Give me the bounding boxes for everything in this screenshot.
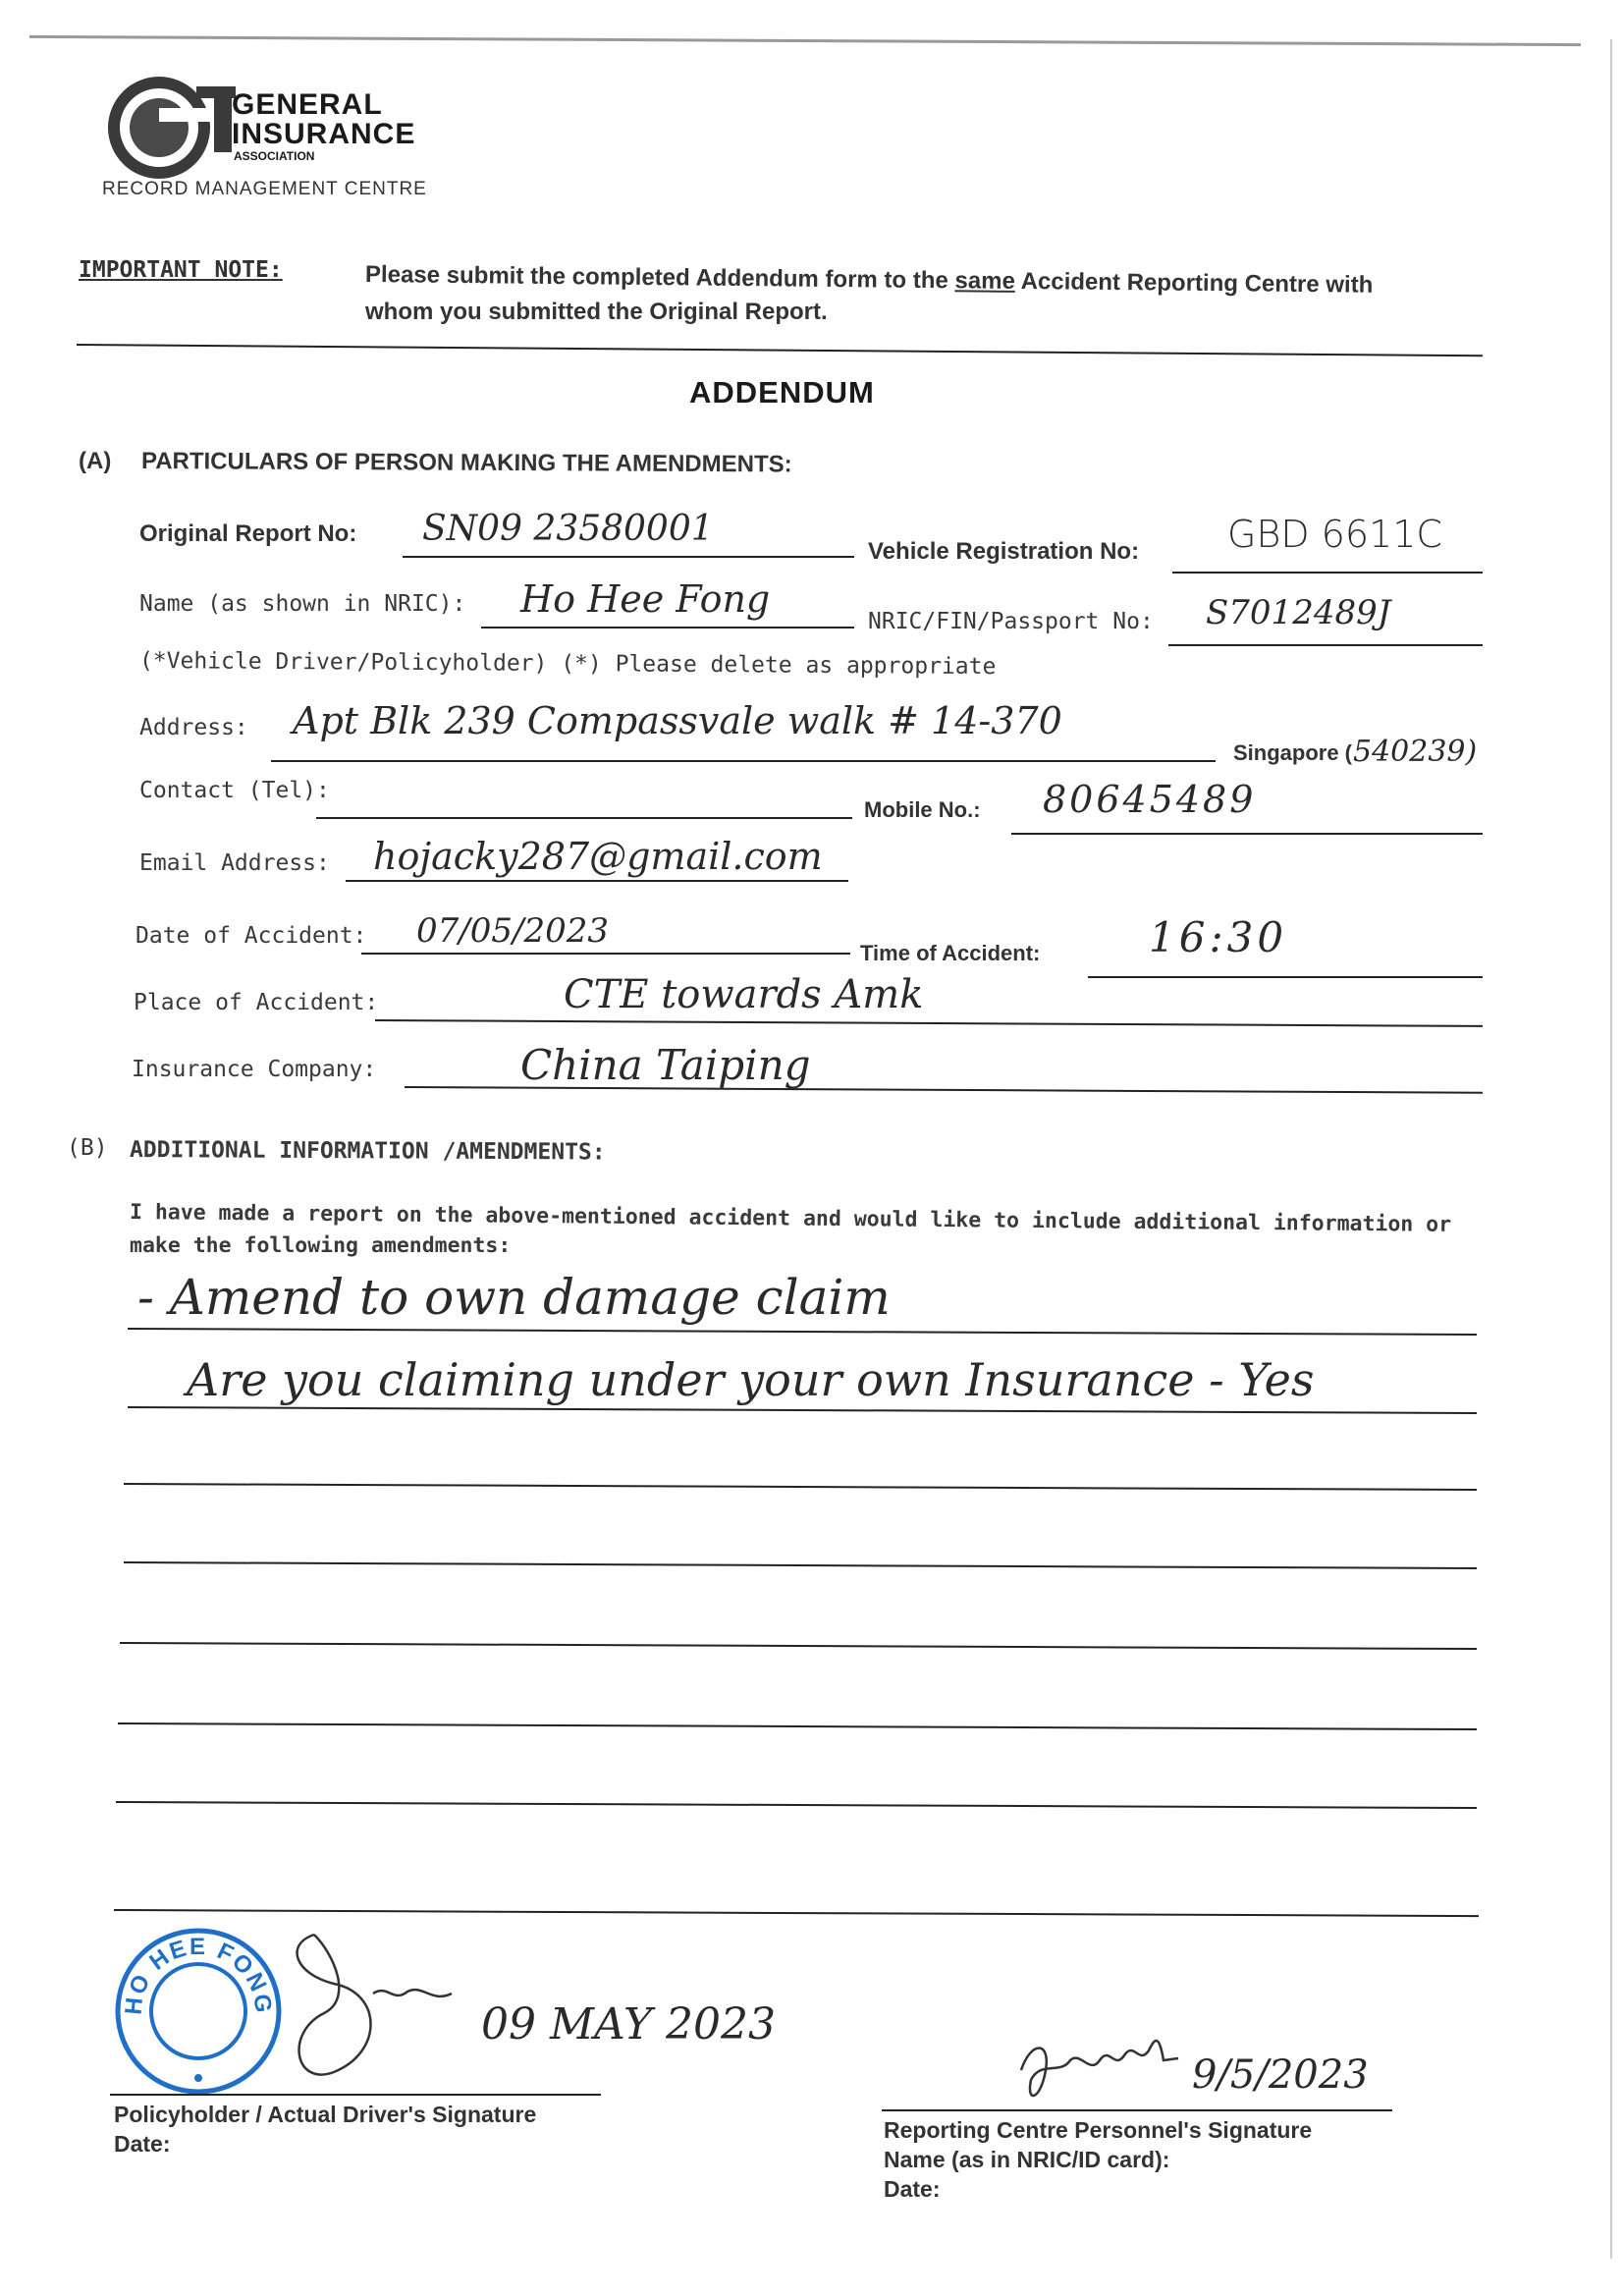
original-report-label: Original Report No: [139, 520, 357, 547]
stamp-seal [112, 1925, 285, 2098]
form-title: ADDENDUM [689, 375, 875, 410]
section-a-heading: PARTICULARS OF PERSON MAKING THE AMENDMENTS: [140, 448, 792, 478]
section-a-marker: (A) [79, 448, 112, 474]
vehicle-reg-line [1172, 572, 1483, 574]
mobile-value: 80645489 [1043, 778, 1257, 821]
time-value: 16:30 [1149, 913, 1288, 961]
section-b-intro-line2: make the following amendments: [130, 1233, 512, 1258]
scan-top-edge [29, 35, 1581, 46]
rc-sig-line [882, 2109, 1392, 2111]
name-line [481, 627, 854, 629]
rc-date-label: Date: [884, 2176, 941, 2202]
contact-line [316, 817, 852, 819]
postal-value: 540239) [1353, 735, 1478, 769]
vehicle-reg-label: Vehicle Registration No: [868, 538, 1140, 565]
rc-signature-scribble [1001, 2021, 1198, 2109]
time-line [1088, 976, 1483, 978]
logo-general: GENERAL [232, 88, 383, 121]
name-value: Ho Hee Fong [520, 577, 771, 621]
place-label: Place of Accident: [134, 990, 379, 1015]
policyholder-date-label: Date: [114, 2131, 171, 2157]
amendment-entry-1: - Amend to own damage claim [137, 1269, 891, 1326]
original-report-value: SN09 23580001 [422, 509, 714, 549]
mobile-label: Mobile No.: [864, 797, 981, 822]
policyholder-signature-scribble [275, 1915, 471, 2092]
amendment-line-6 [118, 1722, 1477, 1730]
vehicle-reg-value: GBD 6611C [1227, 513, 1442, 556]
logo-insurance: INSURANCE [232, 118, 416, 150]
address-line [271, 760, 1216, 762]
place-value: CTE towards Amk [564, 972, 924, 1017]
gia-logo-emblem [98, 69, 245, 187]
logo-association: ASSOCIATION [234, 149, 315, 163]
rc-name-label: Name (as in NRIC/ID card): [884, 2147, 1170, 2172]
important-note-label: IMPORTANT NOTE: [79, 257, 283, 283]
address-label: Address: [139, 715, 248, 740]
scan-right-edge [1610, 39, 1612, 2259]
important-note-line1 [365, 261, 1374, 300]
address-value: Apt Blk 239 Compassvale walk # 14-370 [293, 699, 1062, 742]
time-label: Time of Accident: [860, 941, 1041, 965]
insurer-value: China Taiping [520, 1041, 811, 1089]
nric-line [1168, 644, 1483, 646]
date-value: 07/05/2023 [416, 911, 609, 951]
rc-handwritten-date: 9/5/2023 [1192, 2052, 1369, 2098]
email-line [346, 880, 848, 882]
note-text-before: Please submit the completed Addendum form to the [364, 261, 955, 295]
logo-centre: RECORD MANAGEMENT CENTRE [102, 179, 427, 199]
delete-note: (*Vehicle Driver/Policyholder) (*) Please delete as appropriate [138, 648, 997, 681]
amendment-line-4 [124, 1561, 1477, 1569]
mobile-line [1011, 833, 1483, 835]
rc-signature [1001, 2021, 1198, 2109]
note-text-after: Accident Reporting Centre with [1014, 267, 1374, 299]
singapore-label: Singapore ( [1233, 740, 1353, 765]
rc-sig-label: Reporting Centre Personnel's Signature [884, 2117, 1313, 2143]
section-b-intro-line1: I have made a report on the above-mentioned accident and would like to include additional information or [129, 1200, 1452, 1237]
section-b-heading: ADDITIONAL INFORMATION /AMENDMENTS: [129, 1137, 606, 1166]
contact-label: Contact (Tel): [139, 778, 330, 803]
name-stamp [112, 1925, 285, 2098]
place-line [375, 1019, 1483, 1027]
important-note-line2: whom you submitted the Original Report. [365, 299, 828, 325]
amendment-entry-2: Are you claiming under your own Insurance - Yes [187, 1353, 1315, 1406]
amendment-line-7 [116, 1801, 1477, 1809]
svg-text:HO HEE FONG: HO HEE FONG [120, 1933, 277, 2016]
date-line [361, 953, 850, 955]
email-value: hojacky287@gmail.com [373, 835, 823, 878]
gia-logo [98, 69, 245, 187]
note-divider [77, 344, 1483, 356]
policyholder-handwritten-date: 09 MAY 2023 [481, 1999, 777, 2050]
amendment-line-5 [120, 1642, 1477, 1650]
original-report-line [403, 556, 854, 558]
email-label: Email Address: [139, 850, 330, 876]
amendment-line-1 [128, 1328, 1477, 1336]
policyholder-sig-label: Policyholder / Actual Driver's Signature [114, 2102, 537, 2127]
nric-value: S7012489J [1206, 593, 1391, 632]
insurer-label: Insurance Company: [132, 1057, 377, 1082]
amendment-line-2 [128, 1406, 1477, 1414]
amendment-line-3 [124, 1483, 1477, 1491]
nric-label: NRIC/FIN/Passport No: [868, 609, 1154, 634]
date-label: Date of Accident: [135, 923, 367, 949]
policyholder-signature [275, 1915, 471, 2092]
policyholder-sig-line [110, 2094, 601, 2096]
note-text-same: same [954, 267, 1016, 295]
name-label: Name (as shown in NRIC): [139, 591, 466, 617]
section-b-marker: (B) [67, 1135, 108, 1161]
